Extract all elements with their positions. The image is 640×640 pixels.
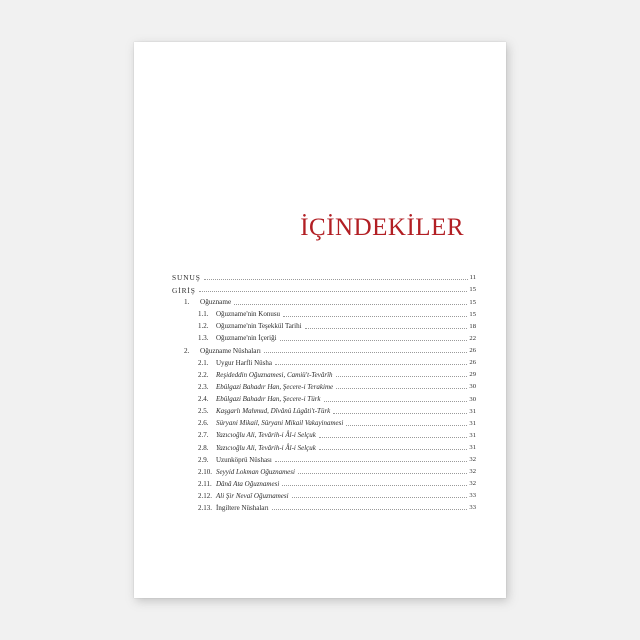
- toc-leader-dots: [336, 375, 468, 377]
- toc-entry[interactable]: [172, 274, 476, 281]
- toc-leader-dots: [275, 363, 467, 365]
- toc-entry-title: Ebülgazi Bahadır Han, Şecere-i Terakime: [216, 383, 334, 392]
- toc-entry-number: 2.12.: [198, 491, 212, 500]
- toc-entry[interactable]: [172, 469, 476, 476]
- toc-entry-label: [198, 469, 295, 476]
- table-of-contents: [172, 274, 476, 517]
- toc-leader-dots: [346, 424, 467, 426]
- toc-entry-page: 15: [469, 286, 476, 294]
- toc-entry[interactable]: [172, 445, 476, 452]
- toc-entry-title: Oğuzname'nin Konusu: [216, 310, 281, 319]
- toc-entry[interactable]: [172, 323, 476, 330]
- toc-entry-page: 22: [469, 334, 476, 342]
- toc-entry-page: 33: [469, 504, 476, 512]
- toc-entry-title: Süryani Mikail, Süryani Mikail Vakayinamesi: [216, 419, 344, 428]
- toc-entry-title: Yazıcıoğlu Ali, Tevârih-i Âl-i Selçuk: [216, 431, 316, 440]
- toc-entry-number: 2.4.: [198, 395, 209, 404]
- toc-entry-number: 2.: [184, 346, 190, 355]
- toc-leader-dots: [234, 303, 467, 305]
- toc-entry-title: SUNUŞ: [172, 273, 201, 282]
- toc-entry-number: 2.9.: [198, 455, 209, 464]
- toc-entry[interactable]: [172, 396, 476, 403]
- toc-entry-title: Oğuzname'nin Teşekkül Tarihi: [216, 322, 302, 331]
- toc-entry-title: GİRİŞ: [172, 285, 196, 295]
- toc-leader-dots: [199, 290, 468, 292]
- toc-entry-label: [184, 348, 261, 355]
- toc-entry-title: Dânâ Ata Oğuznamesi: [216, 479, 280, 488]
- toc-entry-page: 31: [469, 431, 476, 439]
- toc-entry-label: [198, 457, 272, 464]
- toc-leader-dots: [324, 400, 468, 402]
- toc-entry[interactable]: [172, 311, 476, 318]
- toc-entry-label: [198, 445, 316, 452]
- toc-entry[interactable]: [172, 481, 476, 488]
- toc-entry-title: İngiltere Nüshaları: [216, 504, 269, 512]
- toc-leader-dots: [292, 496, 468, 498]
- toc-entry[interactable]: [172, 372, 476, 379]
- toc-entry-title: Oğuzname'nin İçeriği: [216, 334, 277, 343]
- toc-entry-number: 2.6.: [198, 419, 209, 428]
- toc-entry-label: [198, 384, 333, 391]
- book-page: [134, 42, 506, 598]
- toc-leader-dots: [264, 351, 468, 353]
- toc-entry-title: Kaşgarlı Mahmud, Dîvânü Lügâti't-Türk: [216, 407, 331, 416]
- toc-entry-label: [198, 481, 279, 488]
- toc-entry-number: 1.2.: [198, 322, 209, 331]
- toc-entry-label: [198, 311, 280, 318]
- toc-entry-label: [198, 493, 289, 500]
- toc-entry-label: [172, 287, 196, 294]
- page-title: İÇİNDEKİLER: [300, 214, 464, 241]
- toc-entry-title: Seyyid Lokman Oğuznamesi: [216, 467, 295, 476]
- toc-entry-number: 2.7.: [198, 431, 209, 440]
- toc-leader-dots: [319, 448, 468, 450]
- toc-entry-number: 2.10.: [198, 467, 212, 476]
- toc-entry-label: [172, 274, 201, 281]
- toc-leader-dots: [280, 339, 468, 341]
- toc-leader-dots: [305, 327, 468, 329]
- toc-leader-dots: [275, 460, 468, 462]
- toc-entry-page: 32: [469, 468, 476, 476]
- toc-entry-label: [198, 360, 272, 367]
- toc-entry-page: 29: [469, 371, 476, 379]
- toc-entry-label: [198, 408, 330, 415]
- toc-entry-label: [198, 432, 316, 439]
- toc-entry-page: 30: [469, 395, 476, 403]
- toc-entry-number: 2.11.: [198, 479, 212, 488]
- page-content: [134, 42, 506, 598]
- toc-leader-dots: [336, 387, 467, 389]
- toc-entry[interactable]: [172, 360, 476, 367]
- toc-entry-number: 2.8.: [198, 443, 209, 452]
- toc-entry-label: [198, 335, 277, 342]
- toc-leader-dots: [319, 436, 468, 438]
- toc-entry-label: [198, 396, 321, 403]
- toc-entry-label: [198, 505, 269, 512]
- toc-entry-page: 30: [469, 383, 476, 391]
- toc-entry[interactable]: [172, 420, 476, 427]
- toc-entry-label: [198, 372, 333, 379]
- toc-entry-page: 11: [469, 273, 476, 281]
- toc-entry-number: 1.3.: [198, 334, 209, 343]
- toc-entry[interactable]: [172, 505, 476, 512]
- toc-leader-dots: [204, 278, 468, 280]
- toc-leader-dots: [333, 412, 467, 414]
- toc-entry-number: 2.1.: [198, 358, 209, 367]
- toc-entry-page: 33: [469, 492, 476, 500]
- toc-entry-page: 15: [469, 298, 476, 306]
- toc-entry-number: 2.5.: [198, 407, 209, 416]
- toc-entry[interactable]: [172, 384, 476, 391]
- toc-entry[interactable]: [172, 287, 476, 294]
- toc-entry-page: 18: [469, 322, 476, 330]
- toc-entry-title: Oğuzname: [200, 298, 232, 306]
- toc-entry-page: 32: [469, 456, 476, 464]
- toc-entry[interactable]: [172, 493, 476, 500]
- toc-entry[interactable]: [172, 432, 476, 439]
- toc-entry-title: Yazıcıoğlu Ali, Tevârih-i Âl-i Selçuk: [216, 443, 316, 452]
- toc-entry[interactable]: [172, 335, 476, 342]
- toc-entry-title: Uygur Harfli Nüsha: [216, 358, 272, 367]
- toc-entry-page: 26: [469, 359, 476, 367]
- toc-entry-title: Oğuzname Nüshaları: [200, 346, 261, 355]
- toc-entry-label: [184, 299, 231, 306]
- toc-entry-title: Ali Şir Nevaî Oğuznamesi: [216, 491, 289, 500]
- toc-entry-page: 31: [469, 407, 476, 415]
- toc-entry[interactable]: [172, 348, 476, 355]
- toc-entry-title: Reşideddin Oğuznamesi, Camiü't-Tevârîh: [216, 370, 333, 379]
- toc-entry[interactable]: [172, 299, 476, 306]
- toc-leader-dots: [298, 472, 467, 474]
- toc-leader-dots: [282, 484, 467, 486]
- toc-entry[interactable]: [172, 457, 476, 464]
- toc-entry-page: 26: [469, 347, 476, 355]
- toc-entry-number: 2.2.: [198, 370, 209, 379]
- toc-leader-dots: [272, 508, 468, 510]
- toc-entry-number: 1.: [184, 298, 190, 306]
- toc-entry-number: 2.3.: [198, 383, 209, 392]
- toc-entry[interactable]: [172, 408, 476, 415]
- toc-entry-label: [198, 323, 302, 330]
- toc-entry-title: Ebülgazi Bahadır Han, Şecere-i Türk: [216, 395, 321, 404]
- toc-entry-number: 1.1.: [198, 310, 209, 319]
- toc-entry-page: 15: [469, 310, 476, 318]
- toc-entry-page: 31: [469, 443, 476, 451]
- toc-entry-title: Uzunköprü Nüshası: [216, 455, 272, 464]
- toc-entry-page: 32: [469, 480, 476, 488]
- toc-entry-page: 31: [469, 419, 476, 427]
- toc-entry-number: 2.13.: [198, 504, 212, 512]
- toc-entry-label: [198, 420, 343, 427]
- toc-leader-dots: [283, 315, 467, 317]
